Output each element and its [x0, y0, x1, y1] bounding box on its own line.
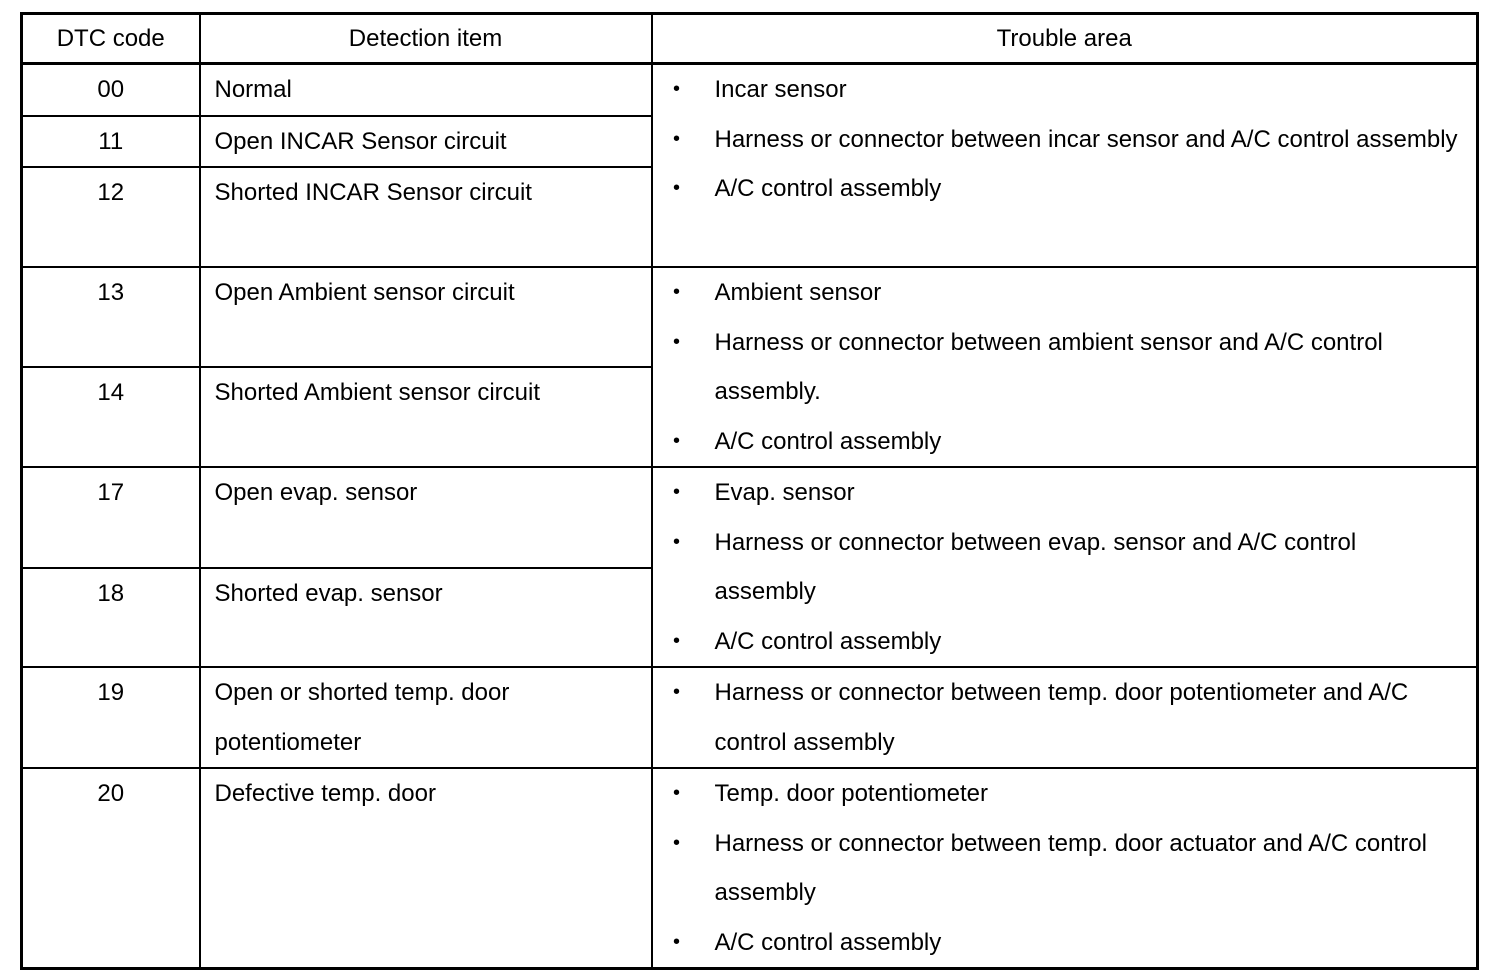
trouble-area-cell [652, 267, 1478, 467]
detection-item-cell: Open INCAR Sensor circuit [200, 116, 652, 168]
trouble-area-text: Temp. door potentiometer [714, 780, 988, 807]
bullet-icon: • [672, 127, 680, 150]
detection-item-cell: Shorted Ambient sensor circuit [200, 367, 652, 467]
trouble-area-text: A/C control assembly [714, 627, 942, 655]
list-item [667, 65, 1461, 115]
bullet-icon: • [672, 831, 680, 854]
detection-item-cell: Defective temp. door [200, 768, 652, 969]
trouble-area-text: Harness or connector between temp. door actuator and A/C control assembly [714, 829, 1427, 906]
bullet-icon: • [672, 782, 680, 804]
detection-item-cell: Normal [200, 64, 652, 116]
trouble-area-text: A/C control assembly [714, 928, 942, 956]
dtc-table [20, 12, 1479, 970]
bullet-icon: • [672, 177, 680, 199]
bullet-icon: • [672, 481, 680, 503]
bullet-icon: • [672, 930, 680, 953]
bullet-icon: • [672, 330, 680, 353]
list-item [667, 164, 1461, 214]
trouble-area-list [667, 668, 1461, 767]
bullet-icon: • [672, 78, 680, 100]
table-row [22, 667, 1478, 768]
trouble-area-list [667, 769, 1461, 967]
trouble-area-text: A/C control assembly [714, 427, 942, 455]
trouble-area-text: Harness or connector between evap. sensor and A/C control assembly [714, 528, 1357, 605]
trouble-area-text: Evap. sensor [714, 479, 855, 506]
dtc-code-cell: 20 [22, 768, 200, 969]
list-item [667, 668, 1461, 767]
table-row [22, 467, 1478, 568]
table-row [22, 64, 1478, 116]
list-item [667, 318, 1461, 417]
bullet-icon: • [672, 281, 680, 303]
dtc-code-cell: 11 [22, 116, 200, 168]
list-item [667, 115, 1461, 165]
dtc-code-cell: 00 [22, 64, 200, 116]
header-detection-item: Detection item [200, 14, 652, 64]
trouble-area-cell [652, 768, 1478, 969]
trouble-area-text: Harness or connector between incar sensor and A/C control assembly [714, 125, 1458, 153]
trouble-area-text: Harness or connector between temp. door potentiometer and A/C control assembly [714, 679, 1409, 756]
trouble-area-cell [652, 64, 1478, 268]
bullet-icon: • [672, 629, 680, 652]
dtc-code-cell: 12 [22, 167, 200, 267]
dtc-code-cell: 17 [22, 467, 200, 568]
trouble-area-cell [652, 467, 1478, 667]
detection-item-cell: Shorted evap. sensor [200, 568, 652, 667]
trouble-area-cell [652, 667, 1478, 768]
header-dtc-code: DTC code [22, 14, 200, 64]
detection-item-cell: Open Ambient sensor circuit [200, 267, 652, 367]
trouble-area-text: Harness or connector between ambient sensor and A/C control assembly. [714, 328, 1383, 405]
bullet-icon: • [672, 530, 680, 553]
list-item [667, 617, 1461, 667]
table-header-row [22, 14, 1478, 64]
dtc-code-cell: 19 [22, 667, 200, 768]
dtc-code-cell: 13 [22, 267, 200, 367]
detection-item-cell: Shorted INCAR Sensor circuit [200, 167, 652, 267]
trouble-area-list [667, 268, 1461, 466]
list-item [667, 769, 1461, 819]
detection-item-cell: Open evap. sensor [200, 467, 652, 568]
table-row [22, 768, 1478, 969]
trouble-area-text: A/C control assembly [714, 175, 942, 202]
dtc-code-cell: 14 [22, 367, 200, 467]
trouble-area-list [667, 65, 1461, 214]
list-item [667, 918, 1461, 968]
dtc-code-cell: 18 [22, 568, 200, 667]
trouble-area-text: Ambient sensor [714, 279, 882, 306]
bullet-icon: • [672, 429, 680, 452]
list-item [667, 819, 1461, 918]
list-item [667, 468, 1461, 518]
table-row [22, 267, 1478, 367]
bullet-icon: • [672, 681, 680, 703]
list-item [667, 417, 1461, 467]
detection-item-cell: Open or shorted temp. door potentiometer [200, 667, 652, 768]
list-item [667, 268, 1461, 318]
list-item [667, 518, 1461, 617]
trouble-area-text: Incar sensor [714, 76, 847, 103]
header-trouble-area: Trouble area [652, 14, 1478, 64]
trouble-area-list [667, 468, 1461, 666]
